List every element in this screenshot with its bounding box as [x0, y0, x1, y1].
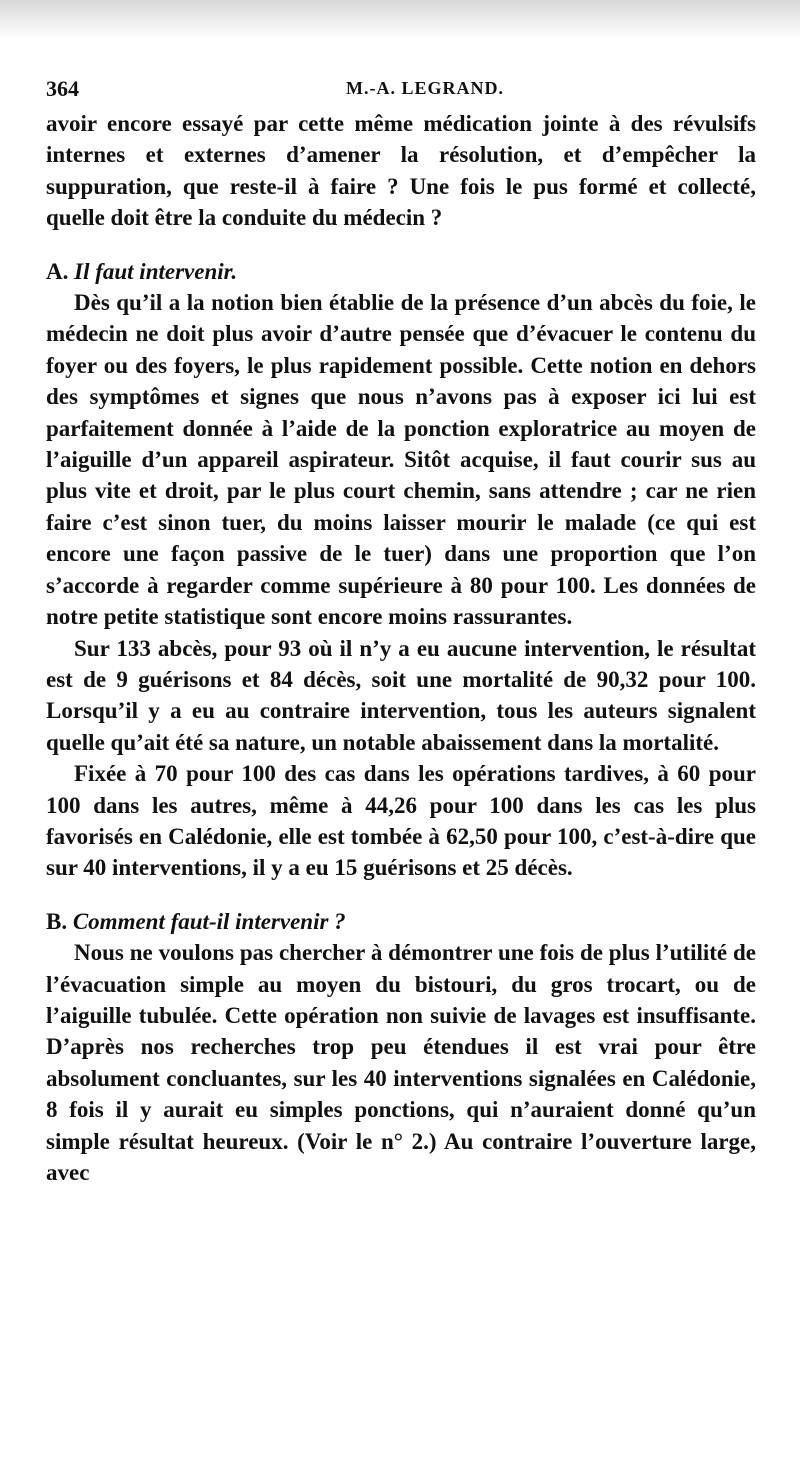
running-head	[46, 76, 756, 104]
section-b-label: B.	[46, 908, 68, 934]
section-a-title: Il faut intervenir.	[74, 258, 238, 284]
section-a-label: A.	[46, 258, 69, 284]
section-b-title: Comment faut-il intervenir ?	[72, 908, 346, 934]
paragraph-2: Dès qu’il a la notion bien établie de la présence d’un abcès du foie, le médecin ne doit plus avoir d’autre pensée que d’évacuer le contenu du foyer ou des foyers, le plus rapidement possible. Cette notion en dehors des symptômes et signes que nous n’avons pas à exposer ici lui est parfaitement donnée à l’aide de la ponction exploratrice au moyen de l’aiguille d’un appareil aspirateur. Sitôt acquise, il faut courir sus au plus vite et droit, par le plus court chemin, sans attendre ; car ne rien faire c’est sinon tuer, du moins laisser mourir le malade (ce qui est encore une façon passive de le tuer) dans une proportion que l’on s’accorde à regarder comme supérieure à 80 pour 100. Les données de notre petite statistique sont encore moins rassurantes.	[46, 290, 756, 630]
scan-shadow	[0, 0, 800, 40]
section-b-heading	[46, 906, 756, 937]
page-number: 364	[46, 76, 79, 101]
paragraph-1: avoir encore essayé par cette même médication jointe à des révulsifs internes et externes d’amener la résolution, et d’empêcher la suppuration, que reste-il à faire ? Une fois le pus formé et collecté, quelle doit être la conduite du médecin ?	[46, 111, 756, 231]
paragraph-5: Nous ne voulons pas chercher à démontrer une fois de plus l’utilité de l’évacuation simple au moyen du bistouri, du gros trocart, ou de l’aiguille tubulée. Cette opération non suivie de lavages est insuffisante. D’après nos recherches trop peu étendues il est vrai pour être absolument concluantes, sur les 40 interventions signalées en Calédonie, 8 fois il y aurait eu simples ponctions, qui n’auraient donné qu’un simple résultat heureux. (Voir le n° 2.) Au contraire l’ouverture large, avec	[46, 940, 756, 1185]
body-text	[46, 108, 756, 1188]
section-a-heading	[46, 256, 756, 287]
paragraph-3: Sur 133 abcès, pour 93 où il n’y a eu aucune intervention, le résultat est de 9 guérisons et 84 décès, soit une mortalité de 90,32 pour 100. Lorsqu’il y a eu au contraire intervention, tous les auteurs signalent quelle qu’ait été sa nature, un notable abaissement dans la mortalité.	[46, 635, 756, 755]
paragraph-4: Fixée à 70 pour 100 des cas dans les opérations tardives, à 60 pour 100 dans les autres, même à 44,26 pour 100 dans les cas les plus favorisés en Calédonie, elle est tombée à 62,50 pour 100, c’est-à-dire que sur 40 interventions, il y a eu 15 guérisons et 25 décès.	[46, 761, 756, 881]
running-head-author: M.-A. LEGRAND.	[346, 78, 504, 98]
